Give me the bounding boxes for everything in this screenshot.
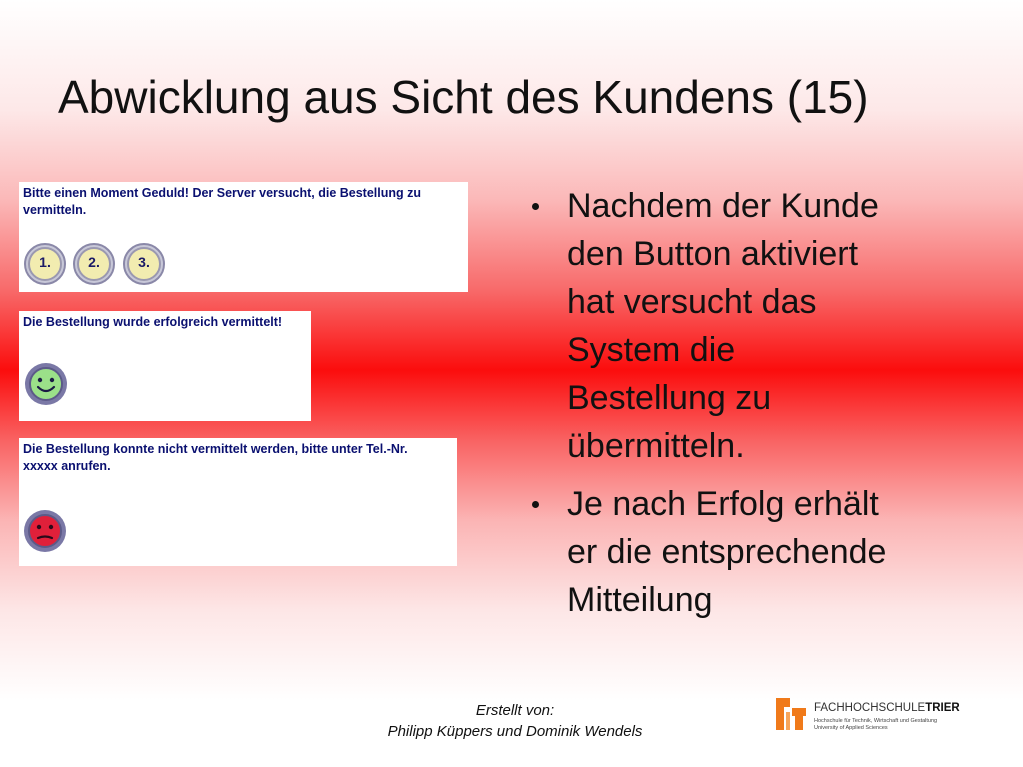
smiley-happy-icon [23, 361, 69, 407]
bullet-item [532, 182, 972, 470]
svg-text:1.: 1. [39, 254, 51, 270]
step-2-icon [72, 242, 116, 286]
progress-message-text [23, 185, 421, 219]
success-message-panel [19, 311, 311, 421]
svg-text:2.: 2. [88, 254, 100, 270]
logo-subtitle [814, 718, 937, 732]
bullet-line: hat versucht das [567, 283, 817, 321]
bullet-line: Bestellung zu [567, 379, 772, 417]
logo-subtitle-line-2: University of Applied Sciences [814, 725, 888, 731]
footer-credits [290, 700, 740, 742]
bullet-dot-icon [532, 203, 539, 210]
failure-message-panel [19, 438, 457, 566]
svg-text:3.: 3. [138, 254, 150, 270]
smiley-sad-icon [22, 508, 68, 554]
footer-line-2: Philipp Küppers und Dominik Wendels [387, 723, 643, 740]
bullet-item [532, 480, 972, 624]
bullet-dot-icon [532, 501, 539, 508]
step-1-icon [23, 242, 67, 286]
bullet-list [532, 182, 972, 634]
bullet-line: Je nach Erfolg erhält [567, 485, 879, 523]
logo-name [814, 702, 960, 714]
university-logo [771, 690, 971, 740]
success-message-text: Die Bestellung wurde erfolgreich vermittelt! [23, 315, 283, 329]
bullet-line: er die entsprechende [567, 533, 887, 571]
logo-name-prefix: FACHHOCHSCHULE [814, 702, 926, 714]
progress-message-line-1: Bitte einen Moment Geduld! Der Server versucht, die Bestellung zu [23, 186, 421, 200]
bullet-line: Mitteilung [567, 581, 713, 619]
bullet-line: den Button aktiviert [567, 235, 859, 273]
bullet-line: Nachdem der Kunde [567, 187, 879, 225]
failure-message-line-2: xxxxx anrufen. [23, 459, 111, 473]
failure-message-text [23, 441, 408, 475]
failure-message-line-1: Die Bestellung konnte nicht vermittelt werden, bitte unter Tel.-Nr. [23, 442, 408, 456]
footer-line-1: Erstellt von: [475, 702, 555, 719]
fh-trier-logo-icon [773, 694, 809, 734]
logo-name-suffix: TRIER [925, 702, 960, 714]
progress-message-line-2: vermitteln. [23, 203, 87, 217]
logo-subtitle-line-1: Hochschule für Technik, Wirtschaft und Gestaltung [814, 718, 938, 724]
step-3-icon [122, 242, 166, 286]
slide-title: Abwicklung aus Sicht des Kundens (15) [58, 71, 869, 123]
bullet-line: System die [567, 331, 736, 369]
bullet-line: übermitteln. [567, 427, 745, 465]
